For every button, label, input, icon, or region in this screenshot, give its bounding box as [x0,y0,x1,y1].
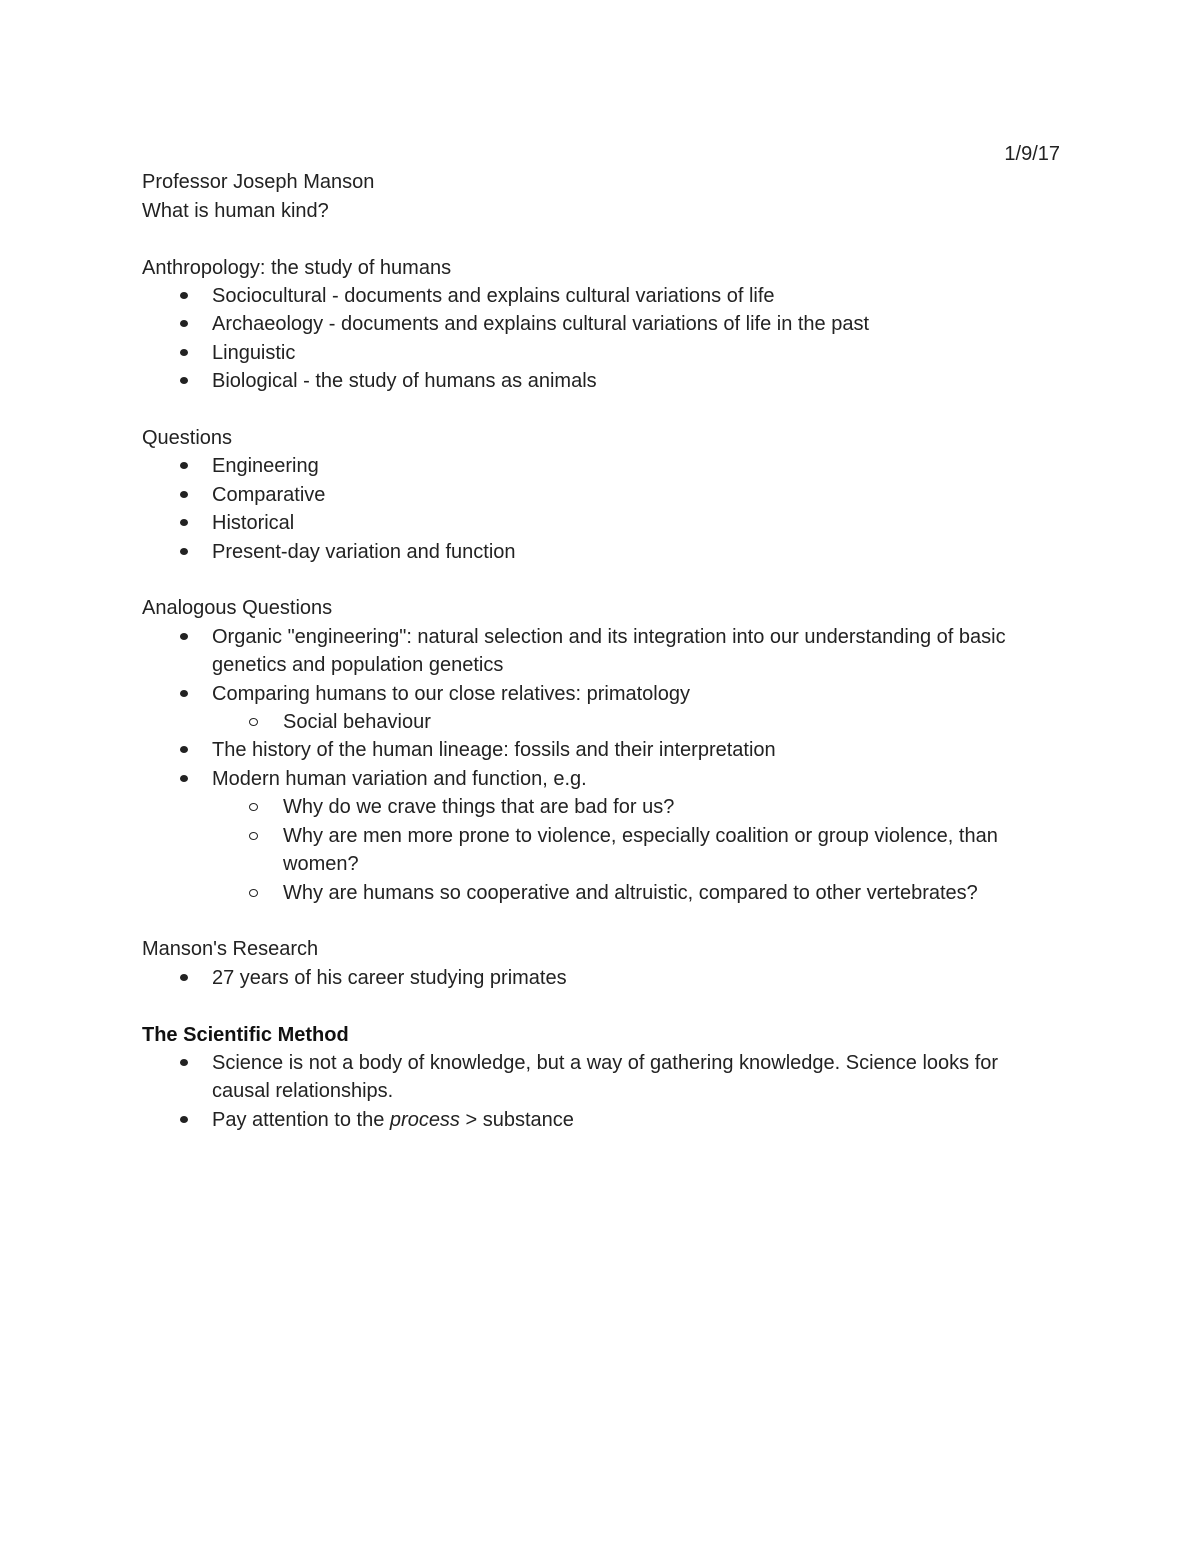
list-item: Organic "engineering": natural selection and its integration into our understanding of basic genetics and population genetics [142,623,1060,680]
spacer [142,396,1060,424]
lecture-question: What is human kind? [142,199,329,222]
list-item: Comparing humans to our close relatives: primatology Social behaviour [142,680,1060,737]
sublist-item: Why are humans so cooperative and altruistic, compared to other vertebrates? [142,879,1060,907]
professor-name: Professor Joseph Manson [142,171,375,194]
bullet-icon [180,320,188,327]
analogous-list [142,623,1060,907]
bullet-icon [180,548,188,555]
bullet-icon [180,974,188,981]
bullet-icon [180,519,188,526]
bullet-icon [180,1059,188,1066]
spacer [142,992,1060,1020]
bullet-icon [180,292,188,299]
list-item: Biological - the study of humans as animals [142,367,1060,395]
hollow-bullet-icon [249,718,258,726]
bullet-icon [180,349,188,356]
list-item: Linguistic [142,339,1060,367]
list-item: Comparative [142,481,1060,509]
sublist-item: Why do we crave things that are bad for us? [142,793,1060,821]
document-page [142,140,1060,1134]
list-item: The history of the human lineage: fossils and their interpretation [142,736,1060,764]
research-list [142,964,1060,992]
research-heading: Manson's Research [142,938,319,961]
list-item: Historical [142,509,1060,537]
italic-process: process [389,1108,460,1131]
list-item: Archaeology - documents and explains cultural variations of life in the past [142,310,1060,338]
bullet-icon [180,1116,188,1123]
hollow-bullet-icon [249,889,258,897]
list-item: Pay attention to the process > substance [142,1106,1060,1134]
date: 1/9/17 [1004,143,1060,165]
analogous-heading: Analogous Questions [142,597,333,620]
sublist-item: Social behaviour [142,708,1060,736]
list-item: Sociocultural - documents and explains cultural variations of life [142,282,1060,310]
list-item: Present-day variation and function [142,538,1060,566]
hollow-bullet-icon [249,803,258,811]
list-item: Engineering [142,452,1060,480]
list-item: 27 years of his career studying primates [142,964,1060,992]
questions-heading: Questions [142,427,233,450]
sublist-item: Why are men more prone to violence, especially coalition or group violence, than women? [142,822,1060,879]
anthropology-list [142,282,1060,396]
questions-list [142,452,1060,566]
hollow-bullet-icon [249,832,258,840]
bullet-icon [180,746,188,753]
spacer [142,566,1060,594]
sublist [142,793,1060,907]
bullet-icon [180,377,188,384]
scientific-list [142,1049,1060,1134]
scientific-method-heading: The Scientific Method [142,1023,349,1046]
bullet-icon [180,462,188,469]
bullet-icon [180,690,188,697]
bullet-icon [180,491,188,498]
anthropology-heading: Anthropology: the study of humans [142,256,452,279]
list-item: Modern human variation and function, e.g. Why do we crave things that are bad for us? Why are men more prone to violence, especially coalition or group violence, than women? Why are humans so cooperative and altruistic, compared to other vertebrates? [142,765,1060,907]
bullet-icon [180,633,188,640]
sublist [142,708,1060,736]
list-item: Science is not a body of knowledge, but a way of gathering knowledge. Science looks for causal relationships. [142,1049,1060,1106]
spacer [142,907,1060,935]
spacer [142,225,1060,253]
bullet-icon [180,775,188,782]
